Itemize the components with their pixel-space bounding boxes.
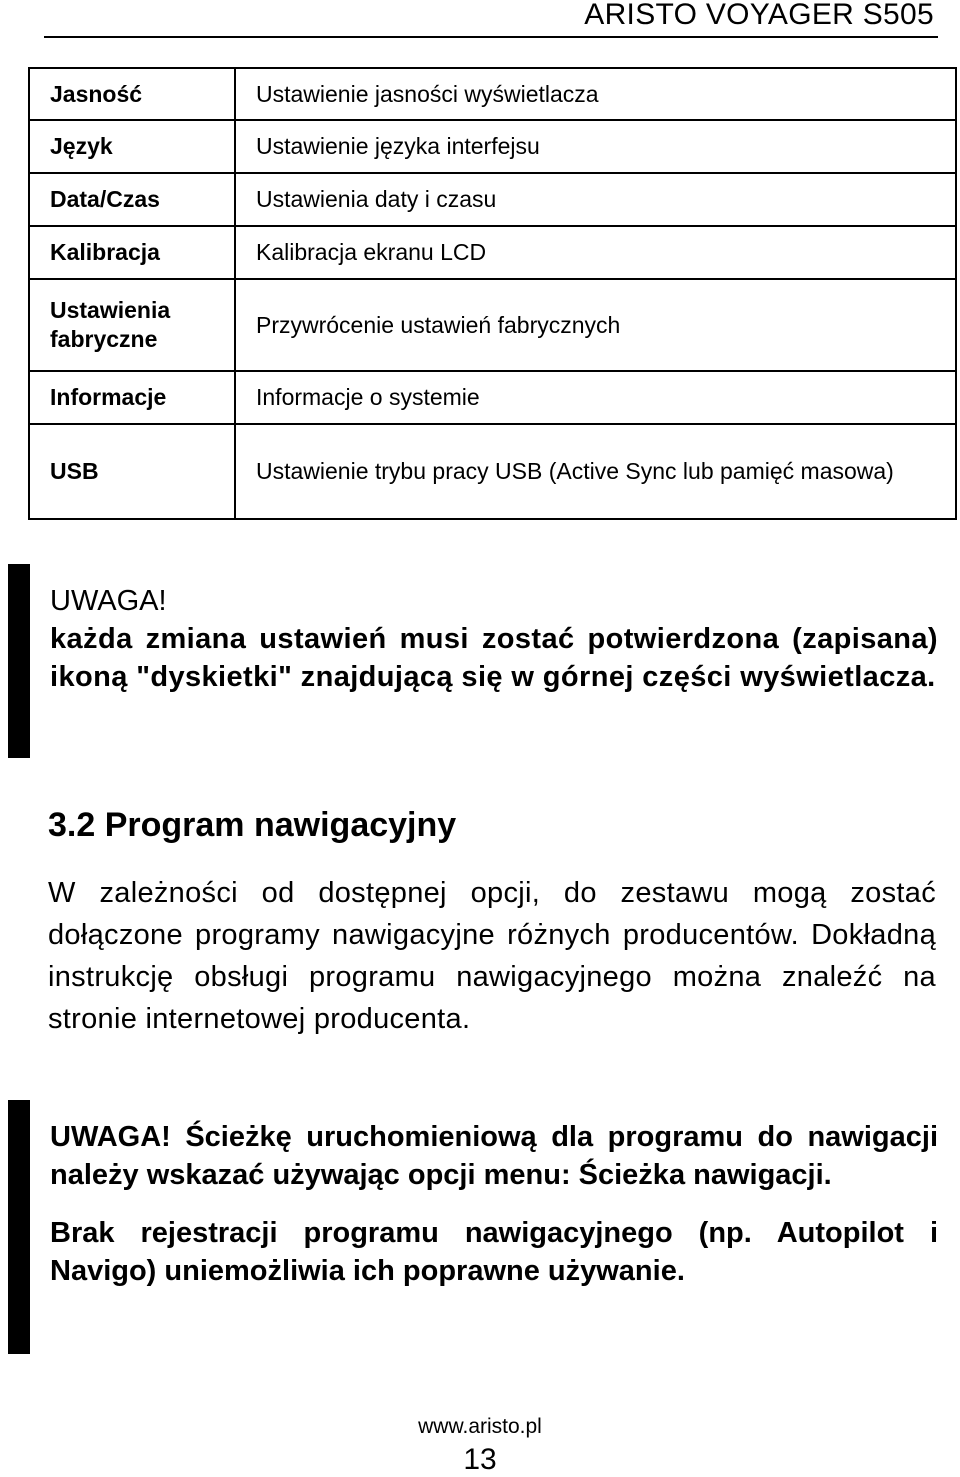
setting-description: Informacje o systemie: [235, 371, 956, 424]
setting-description: Przywrócenie ustawień fabrycznych: [235, 279, 956, 371]
setting-description: Ustawienia daty i czasu: [235, 173, 956, 226]
setting-description: Ustawienie trybu pracy USB (Active Sync lub pamięć masowa): [235, 424, 956, 519]
setting-name: Informacje: [29, 371, 235, 424]
warning-note: [8, 564, 938, 758]
table-row: [29, 68, 956, 120]
setting-description: Ustawienie języka interfejsu: [235, 120, 956, 173]
setting-name: Data/Czas: [29, 173, 235, 226]
table-row: [29, 371, 956, 424]
warning-text: każda zmiana ustawień musi zostać potwierdzona (zapisana) ikoną "dyskietki" znajdującą się w górnej części wyświetlacza.: [50, 623, 938, 693]
table-row: [29, 120, 956, 173]
footer-url: www.aristo.pl: [418, 1415, 542, 1438]
table-row: [29, 226, 956, 279]
section-body: W zależności od dostępnej opcji, do zestawu mogą zostać dołączone programy nawigacyjne różnych producentów. Dokładną instrukcję obsługi programu nawigacyjnego można znaleźć na stronie internetowej producenta.: [48, 877, 936, 1035]
warning-heading: UWAGA!: [50, 585, 167, 617]
warning-paragraph: Brak rejestracji programu nawigacyjnego (np. Autopilot i Navigo) uniemożliwia ich poprawne używanie.: [50, 1217, 938, 1287]
navigation-warning-note: [8, 1100, 938, 1354]
setting-name: Jasność: [29, 68, 235, 120]
setting-description: Ustawienie jasności wyświetlacza: [235, 68, 956, 120]
warning-paragraph: UWAGA! Ścieżkę uruchomieniową dla programu do nawigacji należy wskazać używając opcji menu: Ścieżka nawigacji.: [50, 1121, 938, 1191]
setting-name: USB: [29, 424, 235, 519]
header-divider: [44, 36, 938, 38]
setting-name: Ustawienia fabryczne: [29, 279, 235, 371]
table-row: [29, 173, 956, 226]
table-row: [29, 424, 956, 519]
page-number: 13: [463, 1443, 497, 1476]
settings-table: [28, 67, 957, 520]
section-title: 3.2 Program nawigacyjny: [48, 806, 457, 844]
table-row: [29, 279, 956, 371]
setting-name: Język: [29, 120, 235, 173]
document-header-title: ARISTO VOYAGER S505: [584, 0, 934, 31]
setting-description: Kalibracja ekranu LCD: [235, 226, 956, 279]
setting-name: Kalibracja: [29, 226, 235, 279]
